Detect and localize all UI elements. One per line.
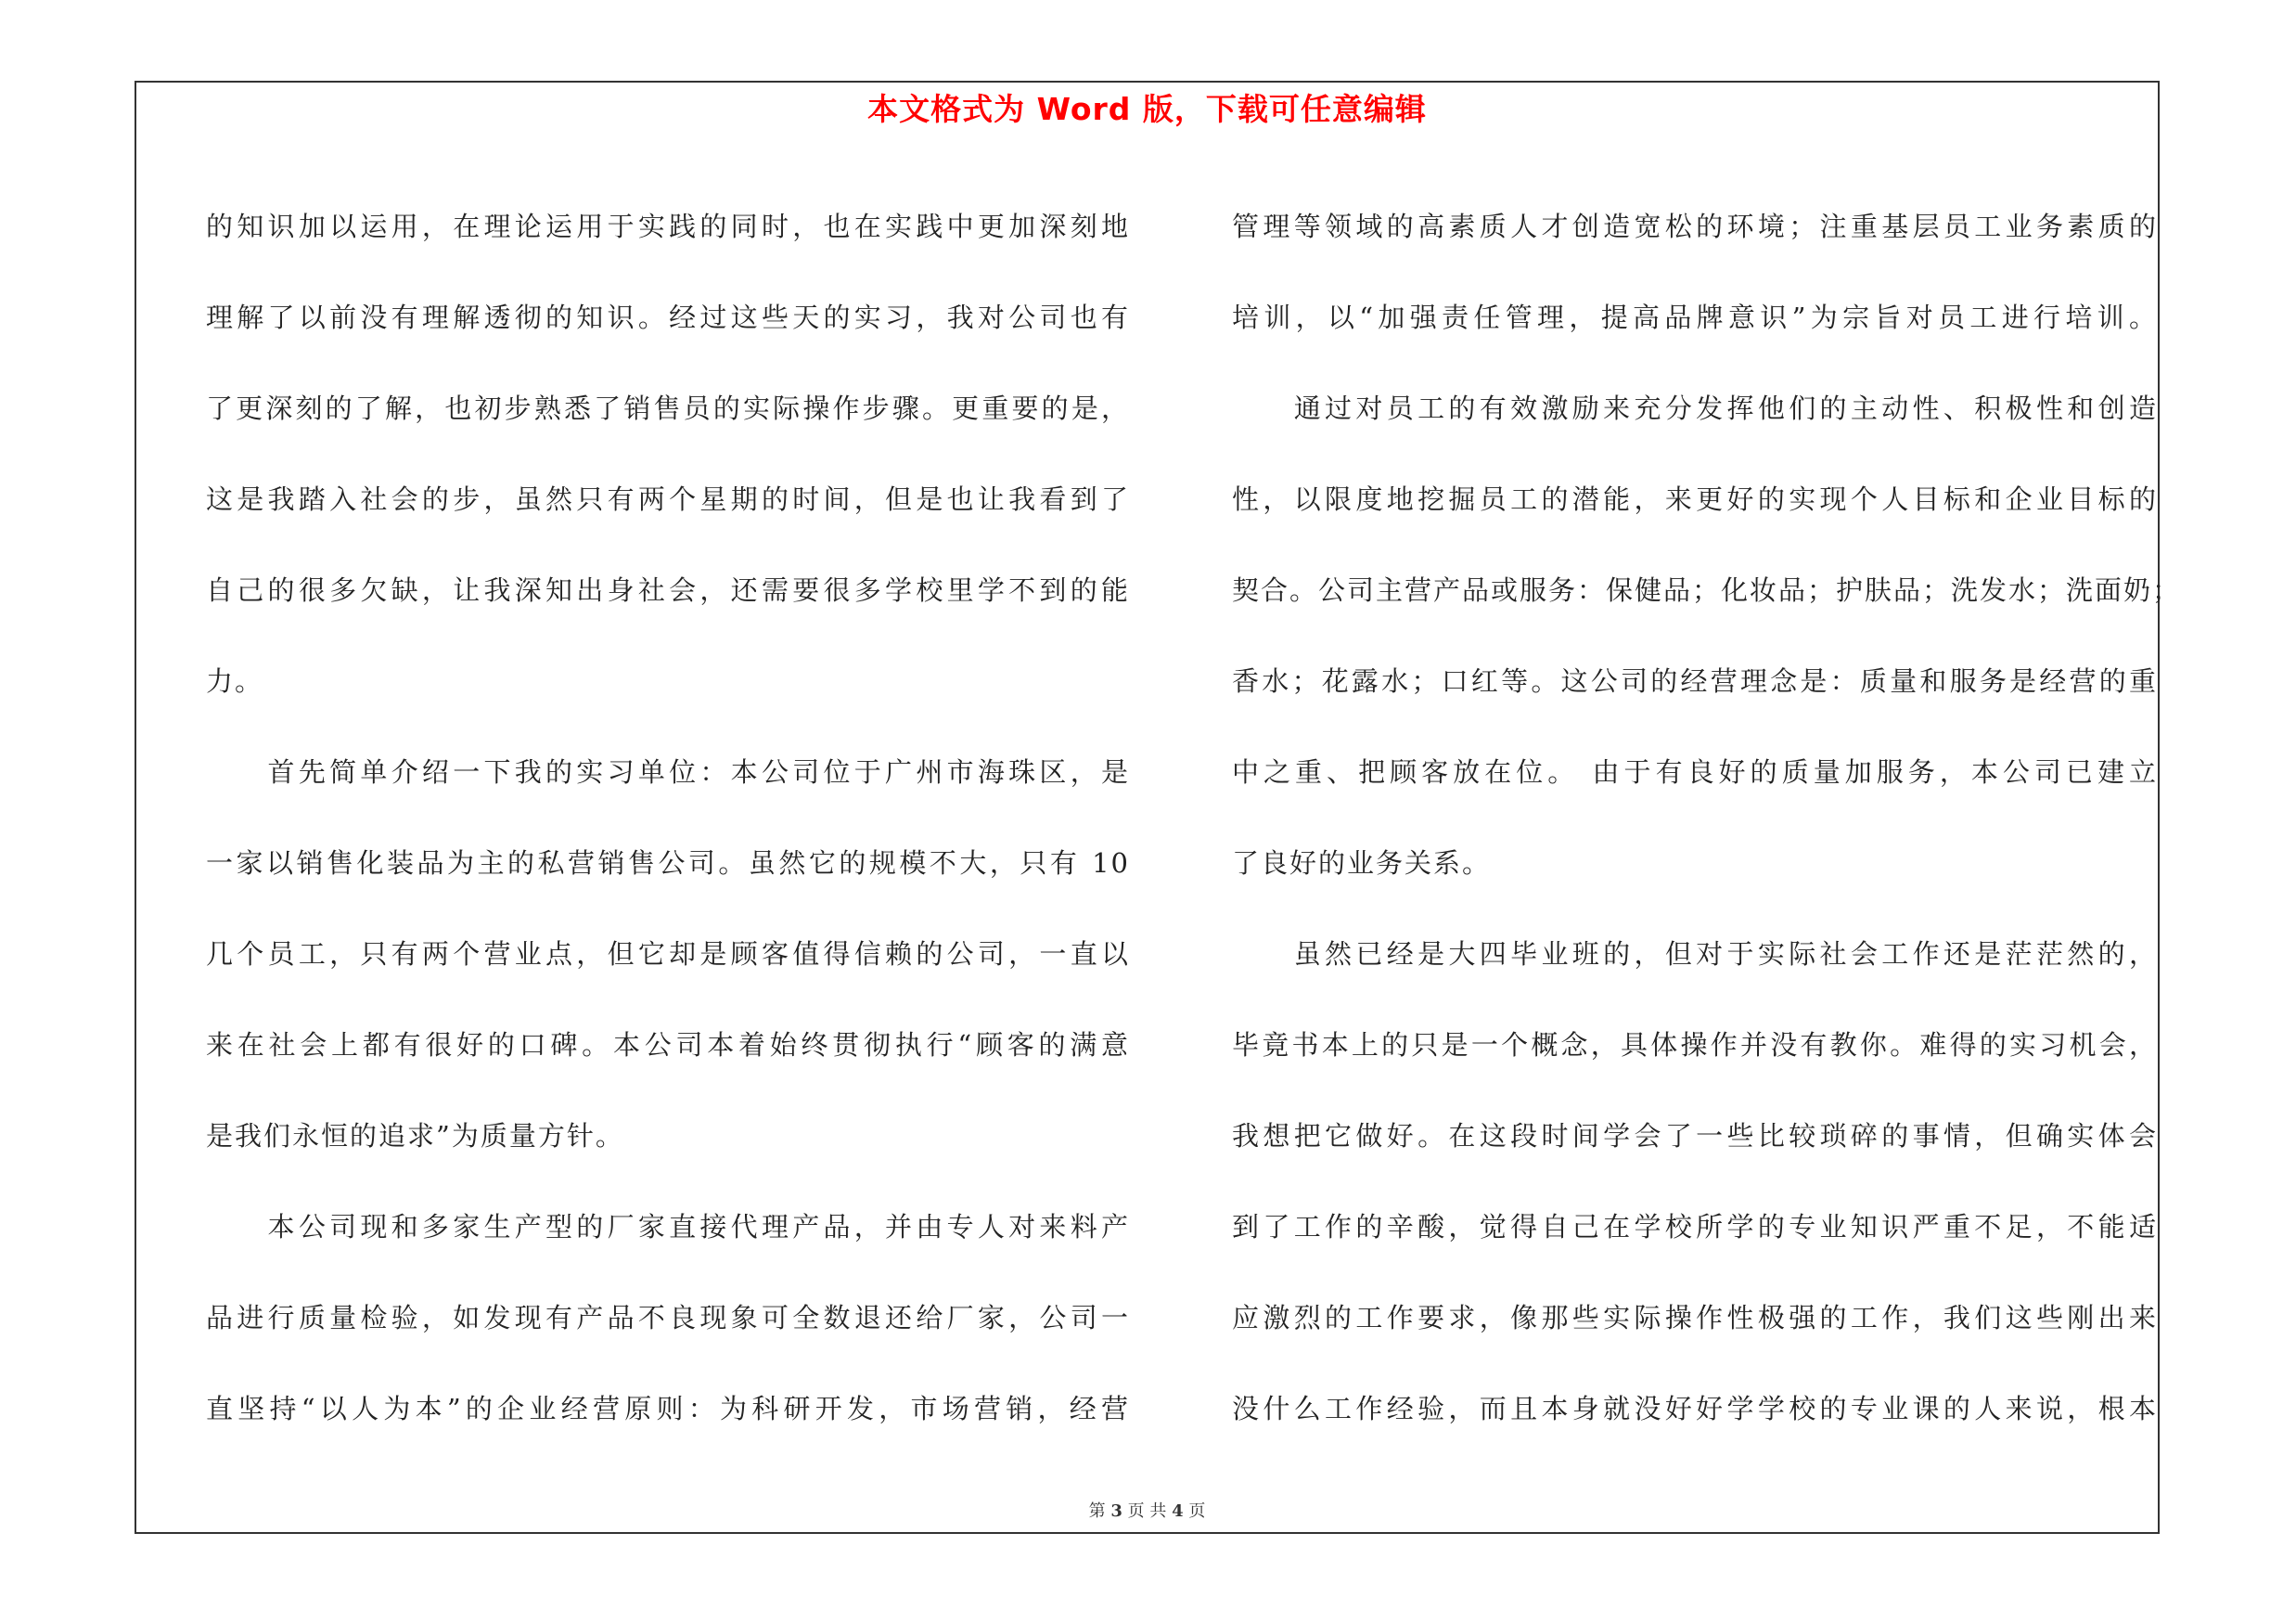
text-line: 力。	[206, 665, 264, 697]
text-line: 直坚持“以人为本”的企业经营原则：为科研开发，市场营销，经营	[206, 1393, 1130, 1424]
text-line: 管理等领域的高素质人才创造宽松的环境；注重基层员工业务素质的	[1232, 211, 2158, 242]
total-page-count: 4	[1172, 1501, 1184, 1521]
text-line: 本公司现和多家生产型的厂家直接代理产品，并由专人对来料产	[206, 1211, 1130, 1243]
text-line: 品进行质量检验，如发现有产品不良现象可全数退还给厂家，公司一	[206, 1302, 1130, 1333]
text-line: 香水；花露水；口红等。这公司的经营理念是：质量和服务是经营的重	[1232, 665, 2158, 697]
left-text-column	[206, 181, 1130, 1454]
word-format-banner: 本文格式为 Word 版，下载可任意编辑	[867, 91, 1427, 127]
text-line: 的知识加以运用，在理论运用于实践的同时，也在实践中更加深刻地	[206, 211, 1130, 242]
text-line: 来在社会上都有很好的口碑。本公司本着始终贯彻执行“顾客的满意	[206, 1029, 1130, 1061]
text-line: 这是我踏入社会的步，虽然只有两个星期的时间，但是也让我看到了	[206, 483, 1130, 515]
text-line: 虽然已经是大四毕业班的，但对于实际社会工作还是茫茫然的，	[1232, 938, 2158, 970]
text-line: 了良好的业务关系。	[1232, 847, 1492, 879]
text-line: 性，以限度地挖掘员工的潜能，来更好的实现个人目标和企业目标的	[1232, 483, 2158, 515]
current-page-number: 3	[1110, 1501, 1122, 1521]
text-line: 毕竟书本上的只是一个概念，具体操作并没有教你。难得的实习机会，	[1232, 1029, 2158, 1061]
text-line: 是我们永恒的追求”为质量方针。	[206, 1120, 624, 1152]
text-line: 我想把它做好。在这段时间学会了一些比较琐碎的事情，但确实体会	[1232, 1120, 2158, 1152]
text-line: 应激烈的工作要求，像那些实际操作性极强的工作，我们这些刚出来	[1232, 1302, 2158, 1333]
footer-prefix: 第	[1088, 1501, 1106, 1521]
text-line: 中之重、把顾客放在位。 由于有良好的质量加服务，本公司已建立	[1232, 756, 2158, 788]
text-line: 首先简单介绍一下我的实习单位：本公司位于广州市海珠区，是	[206, 756, 1130, 788]
text-line: 理解了以前没有理解透彻的知识。经过这些天的实习，我对公司也有	[206, 302, 1130, 333]
footer-middle: 页 共	[1127, 1501, 1167, 1521]
text-line: 一家以销售化装品为主的私营销售公司。虽然它的规模不大，只有 10	[206, 847, 1130, 879]
text-line: 几个员工，只有两个营业点，但它却是顾客值得信赖的公司，一直以	[206, 938, 1130, 970]
text-line: 了更深刻的了解，也初步熟悉了销售员的实际操作步骤。更重要的是，	[206, 393, 1130, 424]
text-line: 培训，以“加强责任管理，提高品牌意识”为宗旨对员工进行培训。	[1232, 302, 2158, 333]
footer-suffix: 页	[1188, 1501, 1206, 1521]
page-number-footer	[135, 1501, 2160, 1523]
text-line: 自己的很多欠缺，让我深知出身社会，还需要很多学校里学不到的能	[206, 574, 1130, 606]
text-line: 到了工作的辛酸，觉得自己在学校所学的专业知识严重不足，不能适	[1232, 1211, 2158, 1243]
text-line: 通过对员工的有效激励来充分发挥他们的主动性、积极性和创造	[1232, 393, 2158, 424]
text-line: 契合。公司主营产品或服务：保健品；化妆品；护肤品；洗发水；洗面奶；	[1232, 574, 2182, 606]
right-text-column	[1232, 181, 2182, 1454]
text-line: 没什么工作经验，而且本身就没好好学学校的专业课的人来说，根本	[1232, 1393, 2158, 1424]
